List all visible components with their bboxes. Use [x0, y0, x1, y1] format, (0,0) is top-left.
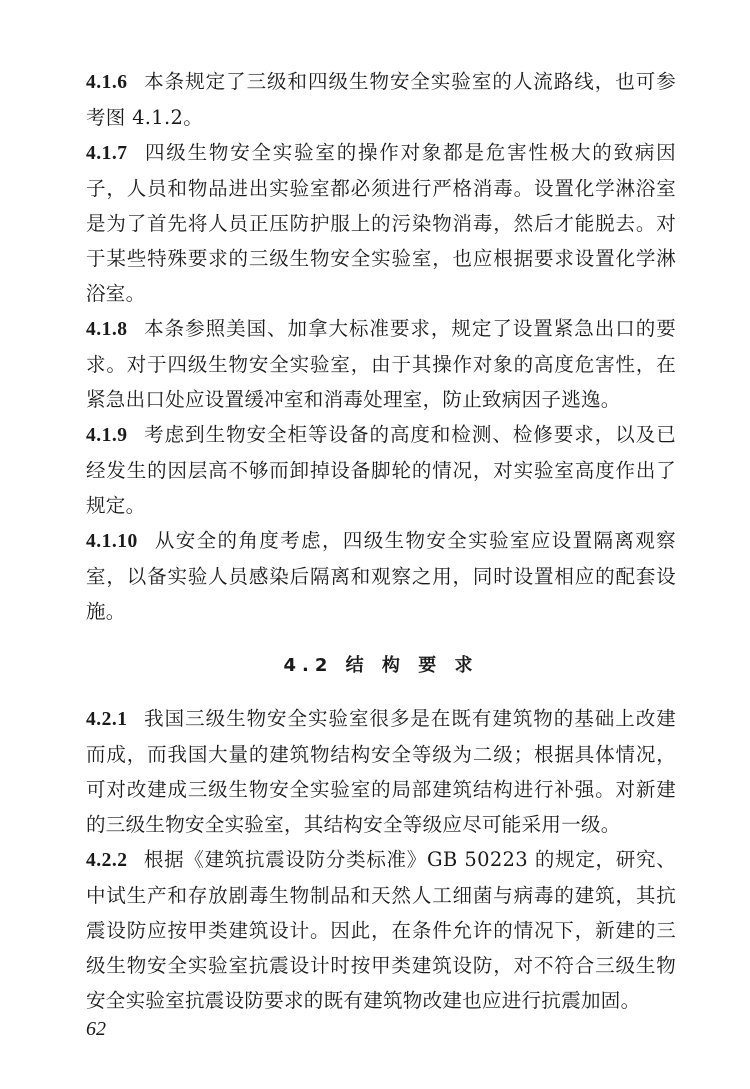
clause-text: 本条规定了三级和四级生物安全实验室的人流路线，也可参考图 4.1.2。 — [86, 70, 676, 129]
section-heading: 4.2 结 构 要 求 — [283, 655, 479, 676]
clause-number: 4.1.10 — [86, 531, 138, 552]
clause-number: 4.1.7 — [86, 143, 128, 164]
clause-number: 4.1.9 — [86, 425, 128, 446]
clause-4-1-6 — [86, 64, 676, 135]
clause-text: 根据《建筑抗震设防分类标准》GB 50223 的规定，研究、中试生产和存放剧毒生物制品和天然人工细菌与病毒的建筑，其抗震设防应按甲类建筑设计。因此，在条件允许的情况下，新建的三级生物安全实验室抗震设计时按甲类建筑设防，对不符合三级生物安全实验室抗震设防要求的既有建筑物改建也应进行抗震加固。 — [86, 848, 676, 1012]
clause-number: 4.2.1 — [86, 709, 128, 730]
clause-4-2-1 — [86, 701, 676, 842]
clause-4-1-8 — [86, 311, 676, 417]
clause-text: 考虑到生物安全柜等设备的高度和检测、检修要求，以及已经发生的因层高不够而卸掉设备脚轮的情况，对实验室高度作出了规定。 — [86, 423, 676, 517]
clause-text: 本条参照美国、加拿大标准要求，规定了设置紧急出口的要求。对于四级生物安全实验室，由于其操作对象的高度危害性，在紧急出口处应设置缓冲室和消毒处理室，防止致病因子逃逸。 — [86, 317, 676, 411]
page-number: 62 — [86, 1018, 106, 1040]
clause-text: 四级生物安全实验室的操作对象都是危害性极大的致病因子，人员和物品进出实验室都必须进行严格消毒。设置化学淋浴室是为了首先将人员正压防护服上的污染物消毒，然后才能脱去。对于某些特殊要求的三级生物安全实验室，也应根据要求设置化学淋浴室。 — [86, 141, 676, 305]
clause-number: 4.1.6 — [86, 72, 128, 93]
clause-text: 我国三级生物安全实验室很多是在既有建筑物的基础上改建而成，而我国大量的建筑物结构安全等级为二级；根据具体情况，可对改建成三级生物安全实验室的局部建筑结构进行补强。对新建的三级生物安全实验室，其结构安全等级应尽可能采用一级。 — [86, 707, 676, 836]
clause-text: 从安全的角度考虑，四级生物安全实验室应设置隔离观察室，以备实验人员感染后隔离和观察之用，同时设置相应的配套设施。 — [86, 529, 676, 623]
clause-4-1-10 — [86, 523, 676, 629]
document-page — [86, 64, 676, 1018]
clause-number: 4.2.2 — [86, 850, 128, 871]
clause-4-1-7 — [86, 135, 676, 311]
clause-number: 4.1.8 — [86, 319, 128, 340]
clause-4-1-9 — [86, 417, 676, 523]
clause-4-2-2 — [86, 842, 676, 1018]
